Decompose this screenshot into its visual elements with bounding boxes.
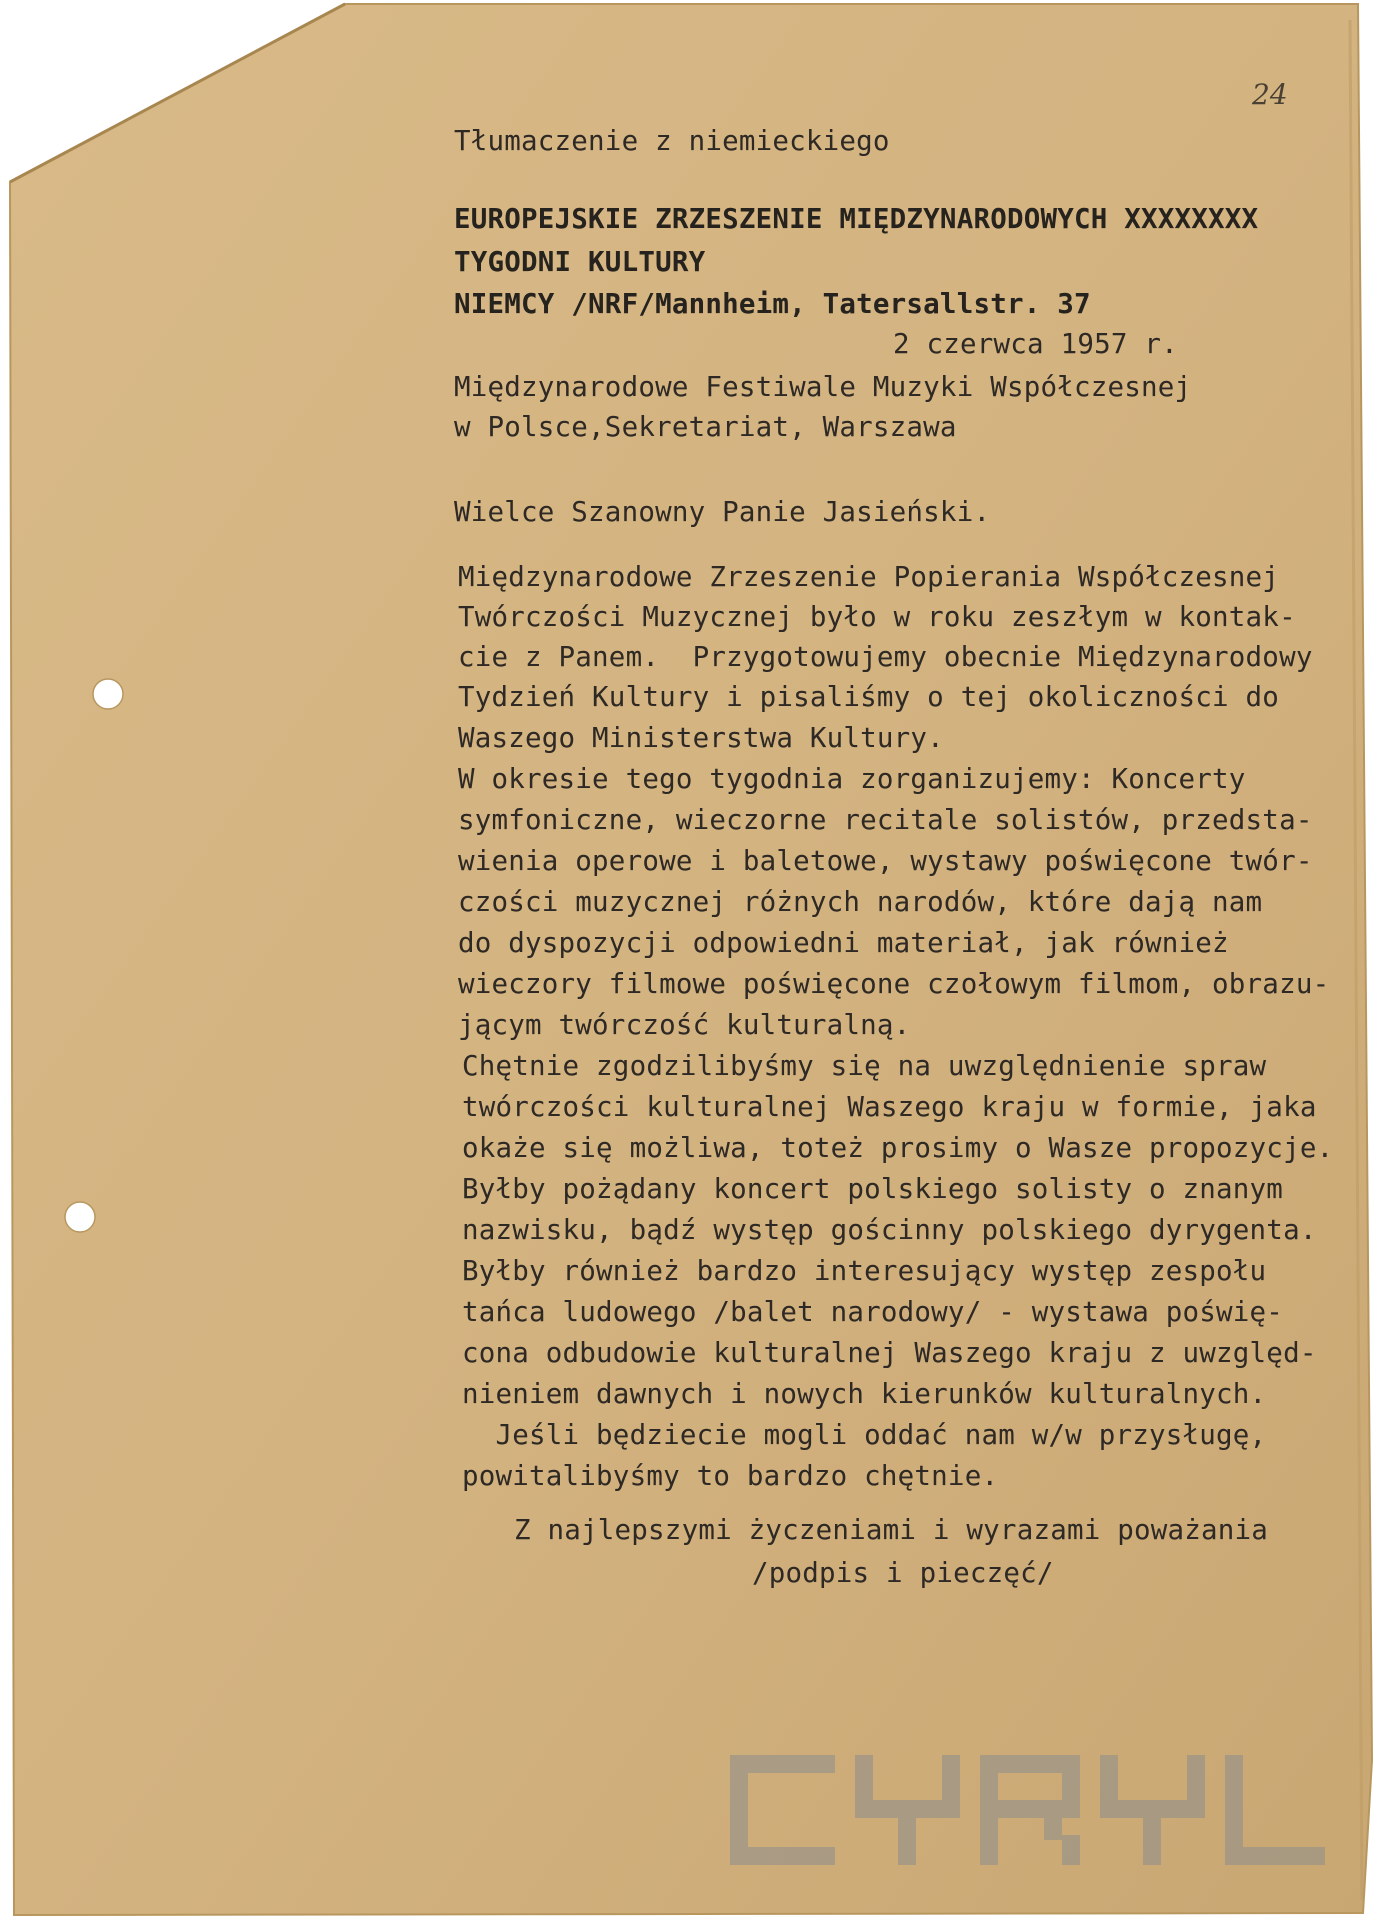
punch-hole-top <box>93 679 123 709</box>
body-line: tańca ludowego /balet narodowy/ - wystawa poświę- <box>462 1296 1284 1328</box>
recipient-line-1: Międzynarodowe Festiwale Muzyki Współczesnej <box>454 371 1192 403</box>
body-line: cona odbudowie kulturalnej Waszego kraju z uwzględ- <box>462 1337 1317 1369</box>
body-line: Waszego Ministerstwa Kultury. <box>458 722 944 754</box>
body-line: Byłby również bardzo interesujący występ zespołu <box>462 1255 1267 1287</box>
salutation: Wielce Szanowny Panie Jasieński. <box>454 496 991 528</box>
sender-line-3: NIEMCY /NRF/Mannheim, Tatersallstr. 37 <box>454 288 1091 320</box>
sender-line-1: EUROPEJSKIE ZRZESZENIE MIĘDZYNARODOWYCH XXXXXXXX <box>454 203 1259 235</box>
body-line: W okresie tego tygodnia zorganizujemy: Koncerty <box>458 763 1246 795</box>
closing-line: Z najlepszymi życzeniami i wyrazami poważania <box>514 1514 1269 1546</box>
body-line: cie z Panem. Przygotowujemy obecnie Międzynarodowy <box>458 641 1313 673</box>
body-line: Chętnie zgodzilibyśmy się na uwzględnienie spraw <box>462 1050 1267 1082</box>
body-line: Byłby pożądany koncert polskiego solisty o znanym <box>462 1173 1284 1205</box>
body-line: Międzynarodowe Zrzeszenie Popierania Współczesnej <box>458 561 1280 593</box>
body-line: okaże się możliwa, toteż prosimy o Wasze propozycje. <box>462 1132 1334 1164</box>
body-line: jącym twórczość kulturalną. <box>458 1009 911 1041</box>
body-line: twórczości kulturalnej Waszego kraju w formie, jaka <box>462 1091 1317 1123</box>
signature-note: /podpis i pieczęć/ <box>752 1557 1054 1589</box>
body-line: wieczory filmowe poświęcone czołowym filmom, obrazu- <box>458 968 1330 1000</box>
body-line: Jeśli będziecie mogli oddać nam w/w przysługę, <box>462 1419 1267 1451</box>
body-line: wienia operowe i baletowe, wystawy poświęcone twór- <box>458 845 1313 877</box>
punch-hole-bottom <box>65 1202 95 1232</box>
translation-note: Tłumaczenie z niemieckiego <box>454 125 890 157</box>
body-line: powitalibyśmy to bardzo chętnie. <box>462 1460 999 1492</box>
body-line: nazwisku, bądź występ gościnny polskiego dyrygenta. <box>462 1214 1317 1246</box>
body-line: do dyspozycji odpowiedni materiał, jak również <box>458 927 1229 959</box>
sender-line-2: TYGODNI KULTURY <box>454 246 706 278</box>
body-line: nieniem dawnych i nowych kierunków kulturalnych. <box>462 1378 1267 1410</box>
watermark-logo <box>730 1755 1340 1885</box>
page-number: 24 <box>1252 78 1288 111</box>
body-line: symfoniczne, wieczorne recitale solistów, przedsta- <box>458 804 1313 836</box>
letter-date: 2 czerwca 1957 r. <box>893 328 1178 360</box>
body-line: Twórczości Muzycznej było w roku zeszłym w kontak- <box>458 601 1296 633</box>
body-line: Tydzień Kultury i pisaliśmy o tej okoliczności do <box>458 681 1280 713</box>
body-line: czości muzycznej różnych narodów, które dają nam <box>458 886 1263 918</box>
recipient-line-2: w Polsce,Sekretariat, Warszawa <box>454 411 957 443</box>
